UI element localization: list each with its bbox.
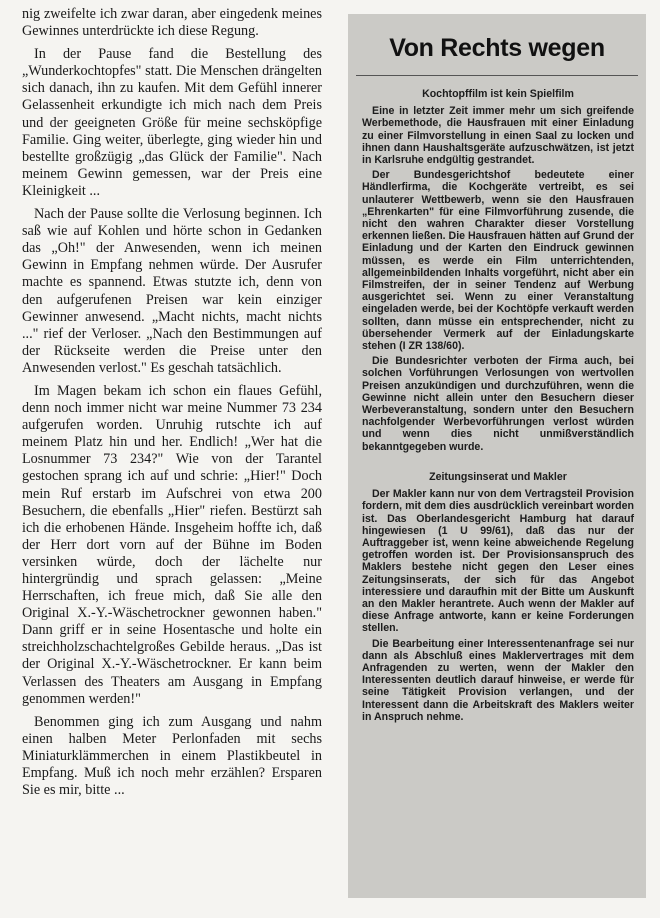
story-paragraph: In der Pause fand die Bestellung des „Wunderkochtopfes" statt. Die Menschen drängelten sich danach, ihn zu kaufen. Mit dem Gefühl innerer Gelassenheit erkundigte ich mich nach dem Preis und der geeigneten Größe für meine sechsköpfige Familie. Ging weiter, überlegte, ging wieder hin und bestellte großzügig „das Glück der Familie". Nach meinem Gewinn gemessen, war der Preis eine Kleinigkeit ... (22, 46, 322, 199)
headline-rule (356, 75, 638, 76)
section-paragraph: Die Bundesrichter verboten der Firma auch, bei solchen Vorführungen Verlosungen von wertvollen Preisen anzukündigen und durchzuführen, wenn die Gewinne nicht allein unter den Besuchern dieser Werbeveranstaltung, sondern unter den Besuchern nachfolgender Werbevorführungen verlost würden und wenn dies nicht unmißverständlich bekanntgegeben wurde. (362, 355, 634, 453)
section-paragraph: Der Bundesgerichtshof bedeutete einer Händlerfirma, die Kochgeräte vertreibt, es sei unlauterer Wettbewerb, wenn sie den Hausfrauen „Ehrenkarten" für eine Filmvorführung zusende, die nicht den wahren Charakter dieser Vorstellung erkennen ließen. Die Hausfrauen hätten auf Grund der Einladung und der Karten den Eindruck gewinnen müssen, es werde ein Film unterrichtenden, allgemeinbildenden Inhalts vorgeführt, nicht aber ein Filmstreifen, der in seiner Tendenz auf Werbung ausgerichtet sei. Wenn zu einer Veranstaltung eingeladen werde, bei der Kochtöpfe verkauft werden sollten, dann müsse ein entsprechender, nicht zu übersehender Vermerk auf der Einladungskarte stehen (I ZR 138/60). (362, 169, 634, 353)
story-paragraph: Im Magen bekam ich schon ein flaues Gefühl, denn noch immer nicht war meine Nummer 73 234 aufgerufen worden. Unruhig rutschte ich auf meinem Platz hin und her. Endlich! „Wer hat die Losnummer 73 234?" Wie von der Tarantel gestochen sprang ich auf und schrie: „Hier!" Doch mein Ruf erstarb im Aufschrei von etwa 200 Besuchern, die ebenfalls „Hier" riefen. Bestürzt sah ich die erhobenen Hände. Insgeheim hoffte ich, daß der Herr dort vorn auf der Bühne im Boden versinken würde, doch der lächelte nur hintergründig und sprach gelassen: „Meine Herrschaften, ich freue mich, daß Sie alle den Original X.-Y.-Wäschetrockner gewonnen haben." Dann griff er in seine Hosentasche und holte ein streichholzschachtelgroßes Gebilde heraus. „Das ist der Original X.-Y.-Wäschetrockner. Er kann beim Verlassen des Theaters am Ausgang in Empfang genommen werden!" (22, 382, 322, 707)
legal-column-body (348, 88, 646, 723)
story-paragraph: Nach der Pause sollte die Verlosung beginnen. Ich saß wie auf Kohlen und hörte schon in Gedanken das „Oh!" der Anwesenden, wenn ich meinen Gewinn in Empfang nehmen würde. Der Ausrufer machte es spannend. Etwas stutzte ich, denn von den aufgerufenen Preisen war kein einziger Gewinner anwesend. „Macht nichts, macht nichts ..." rief der Verloser. „Nach den Bestimmungen auf der Rückseite werden die Preise unter den Anwesenden verlost." Es geschah tatsächlich. (22, 206, 322, 376)
column-headline: Von Rechts wegen (389, 34, 605, 62)
section-paragraph: Die Bearbeitung einer Interessentenanfrage sei nur dann als Abschluß eines Maklervertrages mit dem Anfragenden zu werten, wenn der Makler den Interessenten deutlich darauf hinweise, er werde für seine Tätigkeit Provision verlangen, und der Interessent dann die Arbeitskraft des Maklers weiter in Anspruch nehme. (362, 637, 634, 723)
section-title-kochtopffilm: Kochtopffilm ist kein Spielfilm (422, 88, 574, 100)
section-paragraph: Eine in letzter Zeit immer mehr um sich greifende Werbemethode, die Hausfrauen mit einer Einladung zu einer Filmvorstellung in einen Saal zu locken und ihnen dann Haushaltsgeräte aufzuschwätzen, ist jetzt in Karlsruhe endgültig gestrandet. (362, 105, 634, 167)
story-paragraph: nig zweifelte ich zwar daran, aber eingedenk meines Gewinnes unterdrückte ich diese Regung. (22, 6, 322, 40)
section-paragraph: Der Makler kann nur von dem Vertragsteil Provision fordern, mit dem dies ausdrücklich vereinbart worden ist. Das Oberlandesgericht Hamburg hat darauf hingewiesen (1 U 99/61), daß das nur der Auftraggeber ist, wenn keine abweichende Regelung getroffen worden ist. Der Provisionsanspruch des Maklers bestehe nicht gegen den Leser eines Zeitungsinserats, der sich für das Angebot interessiere und daraufhin mit der Bitte um Auskunft an den Makler herantrete. Auch wenn der Makler auf diese Anfrage antworte, kann er keine Forderungen stellen. (362, 488, 634, 635)
section-title-zeitungsinserat: Zeitungsinserat und Makler (429, 470, 567, 483)
story-column (22, 6, 322, 805)
legal-column-box (348, 14, 646, 898)
story-paragraph: Benommen ging ich zum Ausgang und nahm einen halben Meter Perlonfaden mit sechs Miniaturklämmerchen in einem Plastikbeutel in Empfang. Muß ich noch mehr erzählen? Ersparen Sie es mir, bitte ... (22, 713, 322, 799)
